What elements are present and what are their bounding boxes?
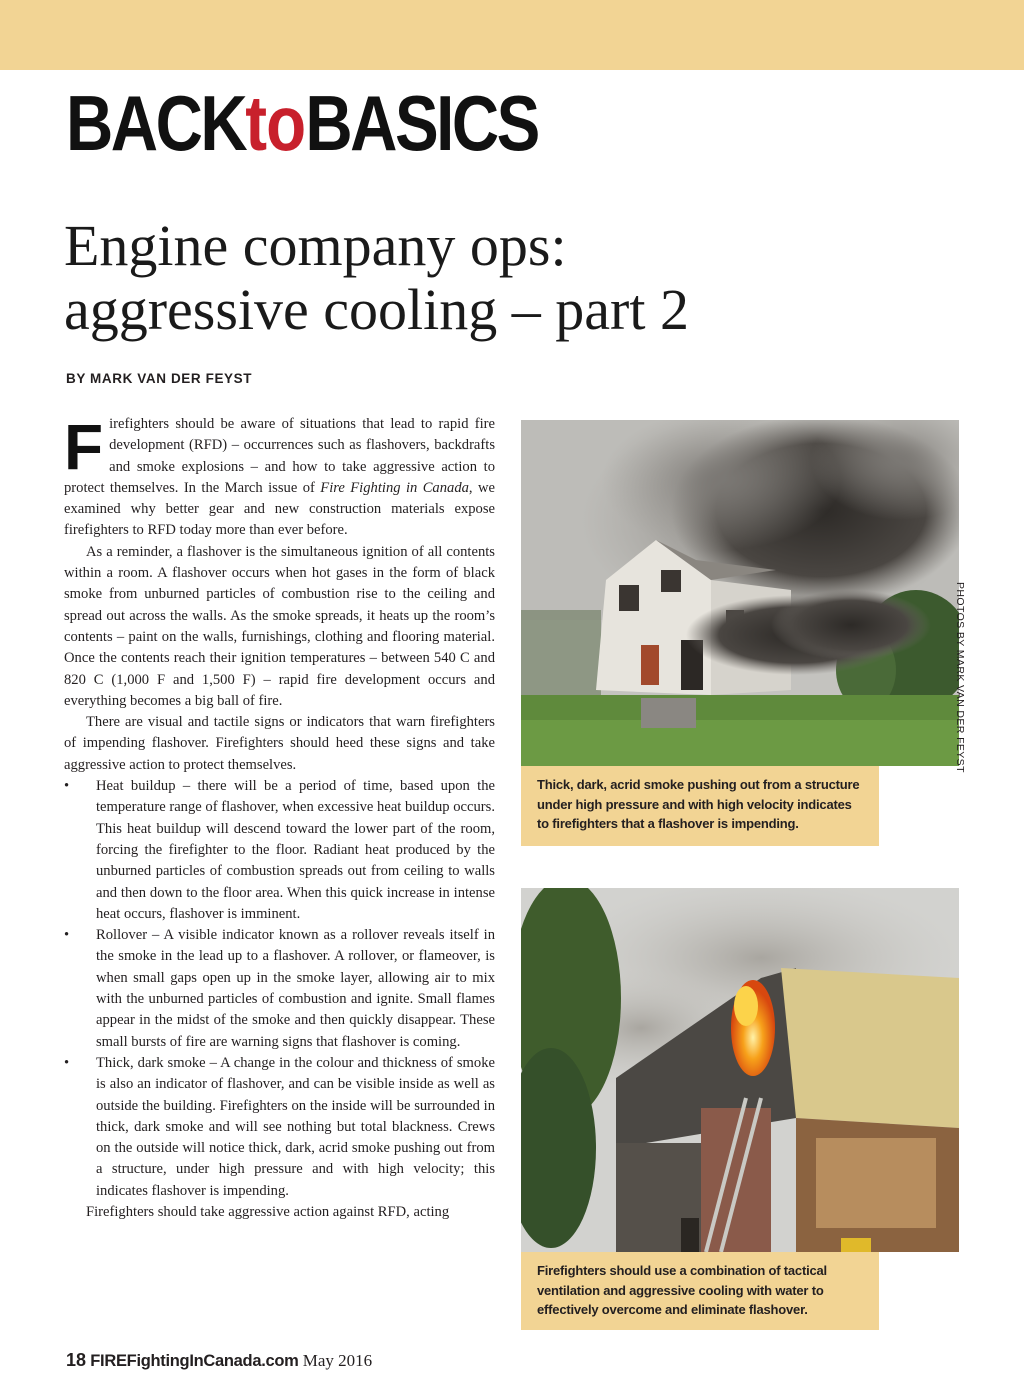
publication-name: Fire Fighting in Canada	[320, 479, 469, 496]
page-number: 18	[66, 1350, 87, 1370]
indicator-list	[64, 776, 495, 1202]
section-title	[66, 78, 538, 168]
header-color-band	[0, 0, 1024, 70]
bullet-icon: •	[64, 778, 70, 795]
headline-line-2: aggressive cooling – part 2	[64, 277, 689, 342]
list-item-text: Heat buildup – there will be a period of time, based upon the temperature range of flashover, when excessive heat buildup occurs. This heat buildup will descend toward the lower part of the room, forcing the firefighter to the floor. Radiant heat produced by the unburned particles of combustion spreads out from ceiling to walls and then down to the floor area. When this quick increase in intense heat occurs, flashover is imminent.	[96, 778, 495, 922]
photo-caption-2: Firefighters should use a combination of tactical ventilation and aggressive cooling with water to effectively overcome and eliminate flashover.	[521, 1252, 879, 1330]
intro-text-b: , we examined why better gear and new construction materials expose firefighters to RFD today more than ever before.	[64, 479, 495, 539]
bullet-icon: •	[64, 1054, 70, 1071]
article-headline	[64, 214, 964, 342]
headline-line-1: Engine company ops:	[64, 213, 567, 278]
intro-text-a: irefighters should be aware of situations that lead to rapid fire development (RFD) – occurrences such as flashovers, backdrafts and smoke explosions – and how to take aggressive action to protect themselves. In the March issue of	[64, 416, 495, 496]
paragraph-flashover-definition: As a reminder, a flashover is the simultaneous ignition of all contents within a room. A flashover occurs when hot gases in the form of black smoke from unburned particles of combustion rise to the ceiling and spread out across the walls. As the smoke spreads, it heats up the room’s contents – paint on the walls, furnishings, clothing and flooring material. Once the contents reach their ignition temperatures – between 540 C and 820 C (1,000 F and 1,500 F) – rapid fire development occurs and everything becomes a big ball of fire.	[64, 543, 495, 709]
issue-date: May 2016	[302, 1351, 373, 1370]
paragraph-intro	[64, 411, 495, 542]
section-title-to: to	[245, 79, 306, 167]
section-title-back: BACK	[66, 79, 246, 167]
list-item-text: Thick, dark smoke – A change in the colour and thickness of smoke is also an indicator of flashover, and can be visible inside as well as outside the building. Firefighters on the inside will be surrounded in thick, dark smoke and will see nothing but total blackness. Crews on the outside will notice thick, dark, acrid smoke pushing out from a structure, under high pressure and with high velocity; this indicates flashover is impending.	[96, 1054, 495, 1199]
byline: BY MARK VAN DER FEYST	[66, 371, 253, 386]
section-title-basics: BASICS	[305, 79, 538, 167]
list-item	[64, 776, 495, 925]
house-smoke-photo	[521, 420, 959, 766]
paragraph-warning-signs: There are visual and tactile signs or indicators that warn firefighters of impending flashover. Firefighters should heed these signs and take aggressive action to protect themselves.	[64, 714, 495, 773]
paragraph-aggressive-action: Firefighters should take aggressive action against RFD, acting	[86, 1203, 450, 1220]
bullet-icon: •	[64, 927, 70, 944]
article-body	[64, 411, 495, 1223]
photo-credit: PHOTOS BY MARK VAN DER FEYST	[954, 582, 966, 773]
house-fire-ladder-photo	[521, 888, 959, 1252]
drop-cap: F	[64, 411, 104, 483]
footer-website: FIREFightingInCanada.com	[90, 1352, 299, 1370]
list-item	[64, 925, 495, 1053]
page-footer	[66, 1350, 372, 1371]
list-item-text: Rollover – A visible indicator known as a rollover reveals itself in the smoke in the lead up to a flashover. A rollover, or flameover, is when small gaps open up in the smoke layer, allowing air to mix with the unburned particles of combustion and ignite. Small flames appear in the midst of the smoke and then quickly disappear. These small bursts of fire are warning signs that flashover is coming.	[96, 927, 495, 1050]
photo-caption-1: Thick, dark, acrid smoke pushing out from a structure under high pressure and with high velocity indicates to firefighters that a flashover is impending.	[521, 766, 879, 846]
list-item	[64, 1053, 495, 1202]
